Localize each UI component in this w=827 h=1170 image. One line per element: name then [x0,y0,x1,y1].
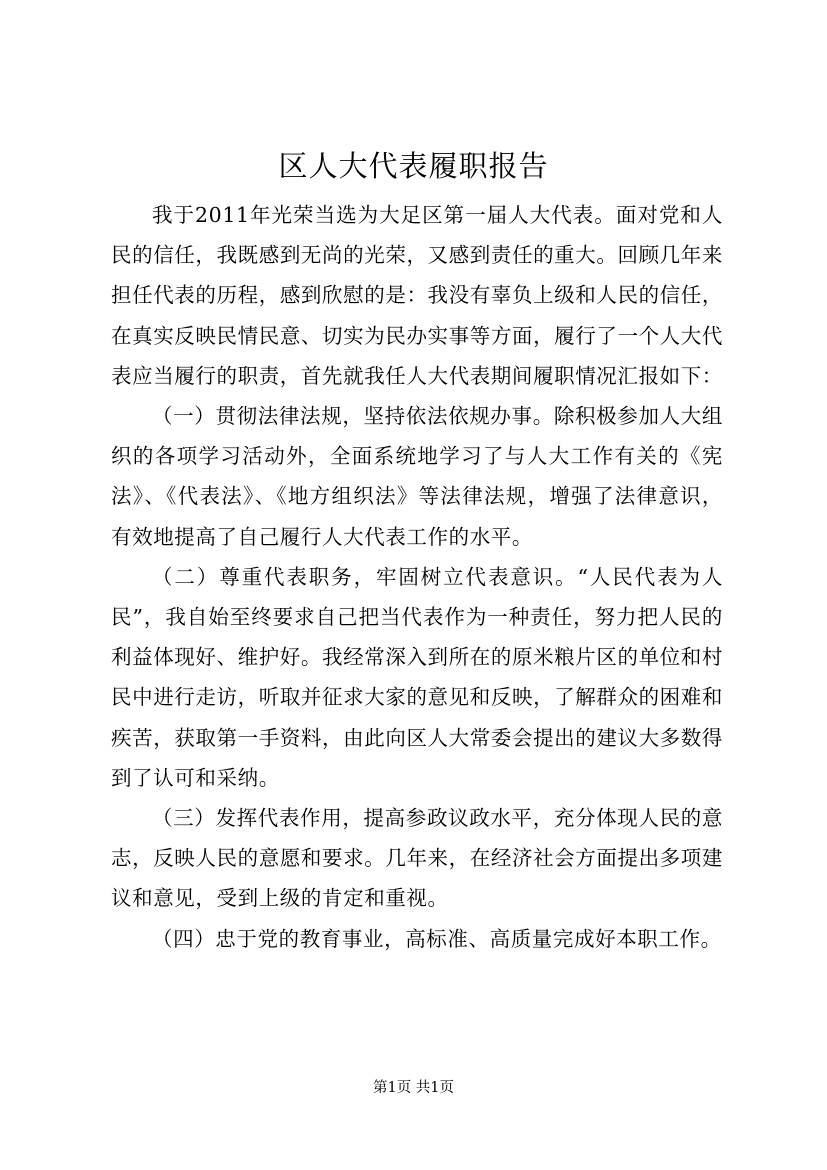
document-title: 区人大代表履职报告 [278,149,549,183]
paragraph-section-1: （一）贯彻法律法规，坚持依法依规办事。除积极参加人大组织的各项学习活动外，全面系统地学习了与人大工作有关的《宪法》、《代表法》、《地方组织法》等法律法规，增强了法律意识，有效地提高了自己履行人大代表工作的水平。 [111,404,723,549]
page-number-footer: 第1页 共1页 [372,1080,455,1096]
paragraph-section-3: （三）发挥代表作用，提高参政议政水平，充分体现人民的意志，反映人民的意愿和要求。几年来，在经济社会方面提出多项建议和意见，受到上级的肯定和重视。 [111,806,723,911]
paragraph-intro: 我于2011年光荣当选为大足区第一届人大代表。面对党和人民的信任，我既感到无尚的光荣，又感到责任的重大。回顾几年来担任代表的历程，感到欣慰的是：我没有辜负上级和人民的信任，在真实反映民情民意、切实为民办实事等方面，履行了一个人大代表应当履行的职责，首先就我任人大代表期间履职情况汇报如下： [111,203,723,388]
paragraph-section-2: （二）尊重代表职务，牢固树立代表意识。“人民代表为人民”，我自始至终要求自己把当代表作为一种责任，努力把人民的利益体现好、维护好。我经常深入到所在的原米粮片区的单位和村民中进行走访，听取并征求大家的意见和反映，了解群众的困难和疾苦，获取第一手资料，由此向区人大常委会提出的建议大多数得到了认可和采纳。 [111,564,723,790]
document-body [111,195,723,959]
paragraph-section-4: （四）忠于党的教育事业，高标准、高质量完成好本职工作。 [152,926,722,951]
